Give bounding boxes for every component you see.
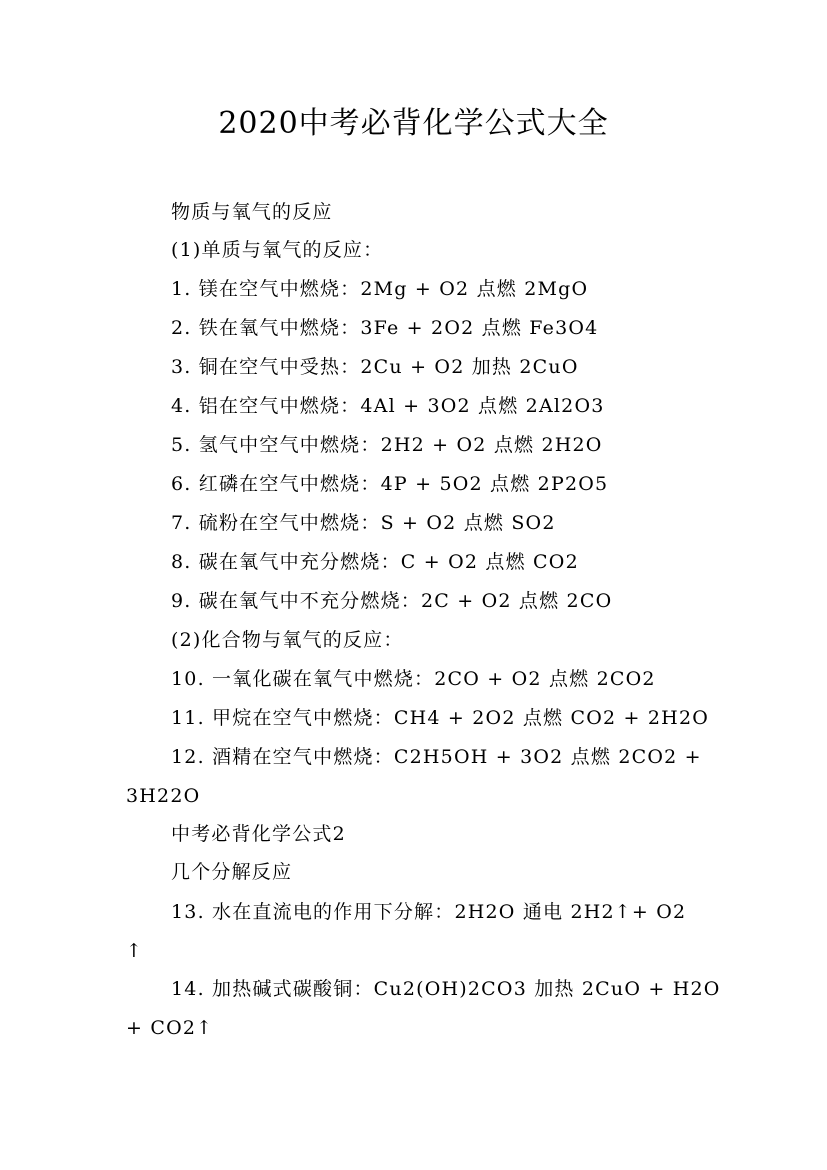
subsection-heading: (1)单质与氧气的反应： <box>171 239 384 261</box>
formula-line: 8. 碳在氧气中充分燃烧：C + O2 点燃 CO2 <box>171 551 579 573</box>
formula-line: 3. 铜在空气中受热：2Cu + O2 加热 2CuO <box>171 356 579 378</box>
formula-line: 12. 酒精在空气中燃烧：C2H5OH + 3O2 点燃 2CO2 + <box>171 746 702 768</box>
formula-line: 6. 红磷在空气中燃烧：4P + 5O2 点燃 2P2O5 <box>171 473 609 495</box>
formula-line-continuation: 3H22O <box>126 785 201 807</box>
section-heading: 物质与氧气的反应 <box>171 201 333 223</box>
formula-line: 1. 镁在空气中燃烧：2Mg + O2 点燃 2MgO <box>171 278 589 300</box>
formula-line-continuation: ↑ <box>126 940 144 962</box>
section-heading: 中考必背化学公式2 <box>171 823 346 845</box>
formula-line: 9. 碳在氧气中不充分燃烧：2C + O2 点燃 2CO <box>171 590 613 612</box>
section-heading: 几个分解反应 <box>171 861 293 883</box>
formula-line: 13. 水在直流电的作用下分解：2H2O 通电 2H2↑+ O2 <box>171 901 687 923</box>
formula-line: 7. 硫粉在空气中燃烧：S + O2 点燃 SO2 <box>171 512 556 534</box>
formula-line: 14. 加热碱式碳酸铜：Cu2(OH)2CO3 加热 2CuO + H2O <box>171 978 721 1000</box>
formula-line: 10. 一氧化碳在氧气中燃烧：2CO + O2 点燃 2CO2 <box>171 668 656 690</box>
formula-line: 11. 甲烷在空气中燃烧：CH4 + 2O2 点燃 CO2 + 2H2O <box>171 707 710 729</box>
document-title: 2020中考必背化学公式大全 <box>218 106 609 141</box>
formula-line-continuation: + CO2↑ <box>126 1017 214 1039</box>
formula-line: 5. 氢气中空气中燃烧：2H2 + O2 点燃 2H2O <box>171 434 603 456</box>
subsection-heading: (2)化合物与氧气的反应： <box>171 629 404 651</box>
formula-line: 4. 铝在空气中燃烧：4Al + 3O2 点燃 2Al2O3 <box>171 395 605 417</box>
formula-line: 2. 铁在氧气中燃烧：3Fe + 2O2 点燃 Fe3O4 <box>171 317 599 339</box>
